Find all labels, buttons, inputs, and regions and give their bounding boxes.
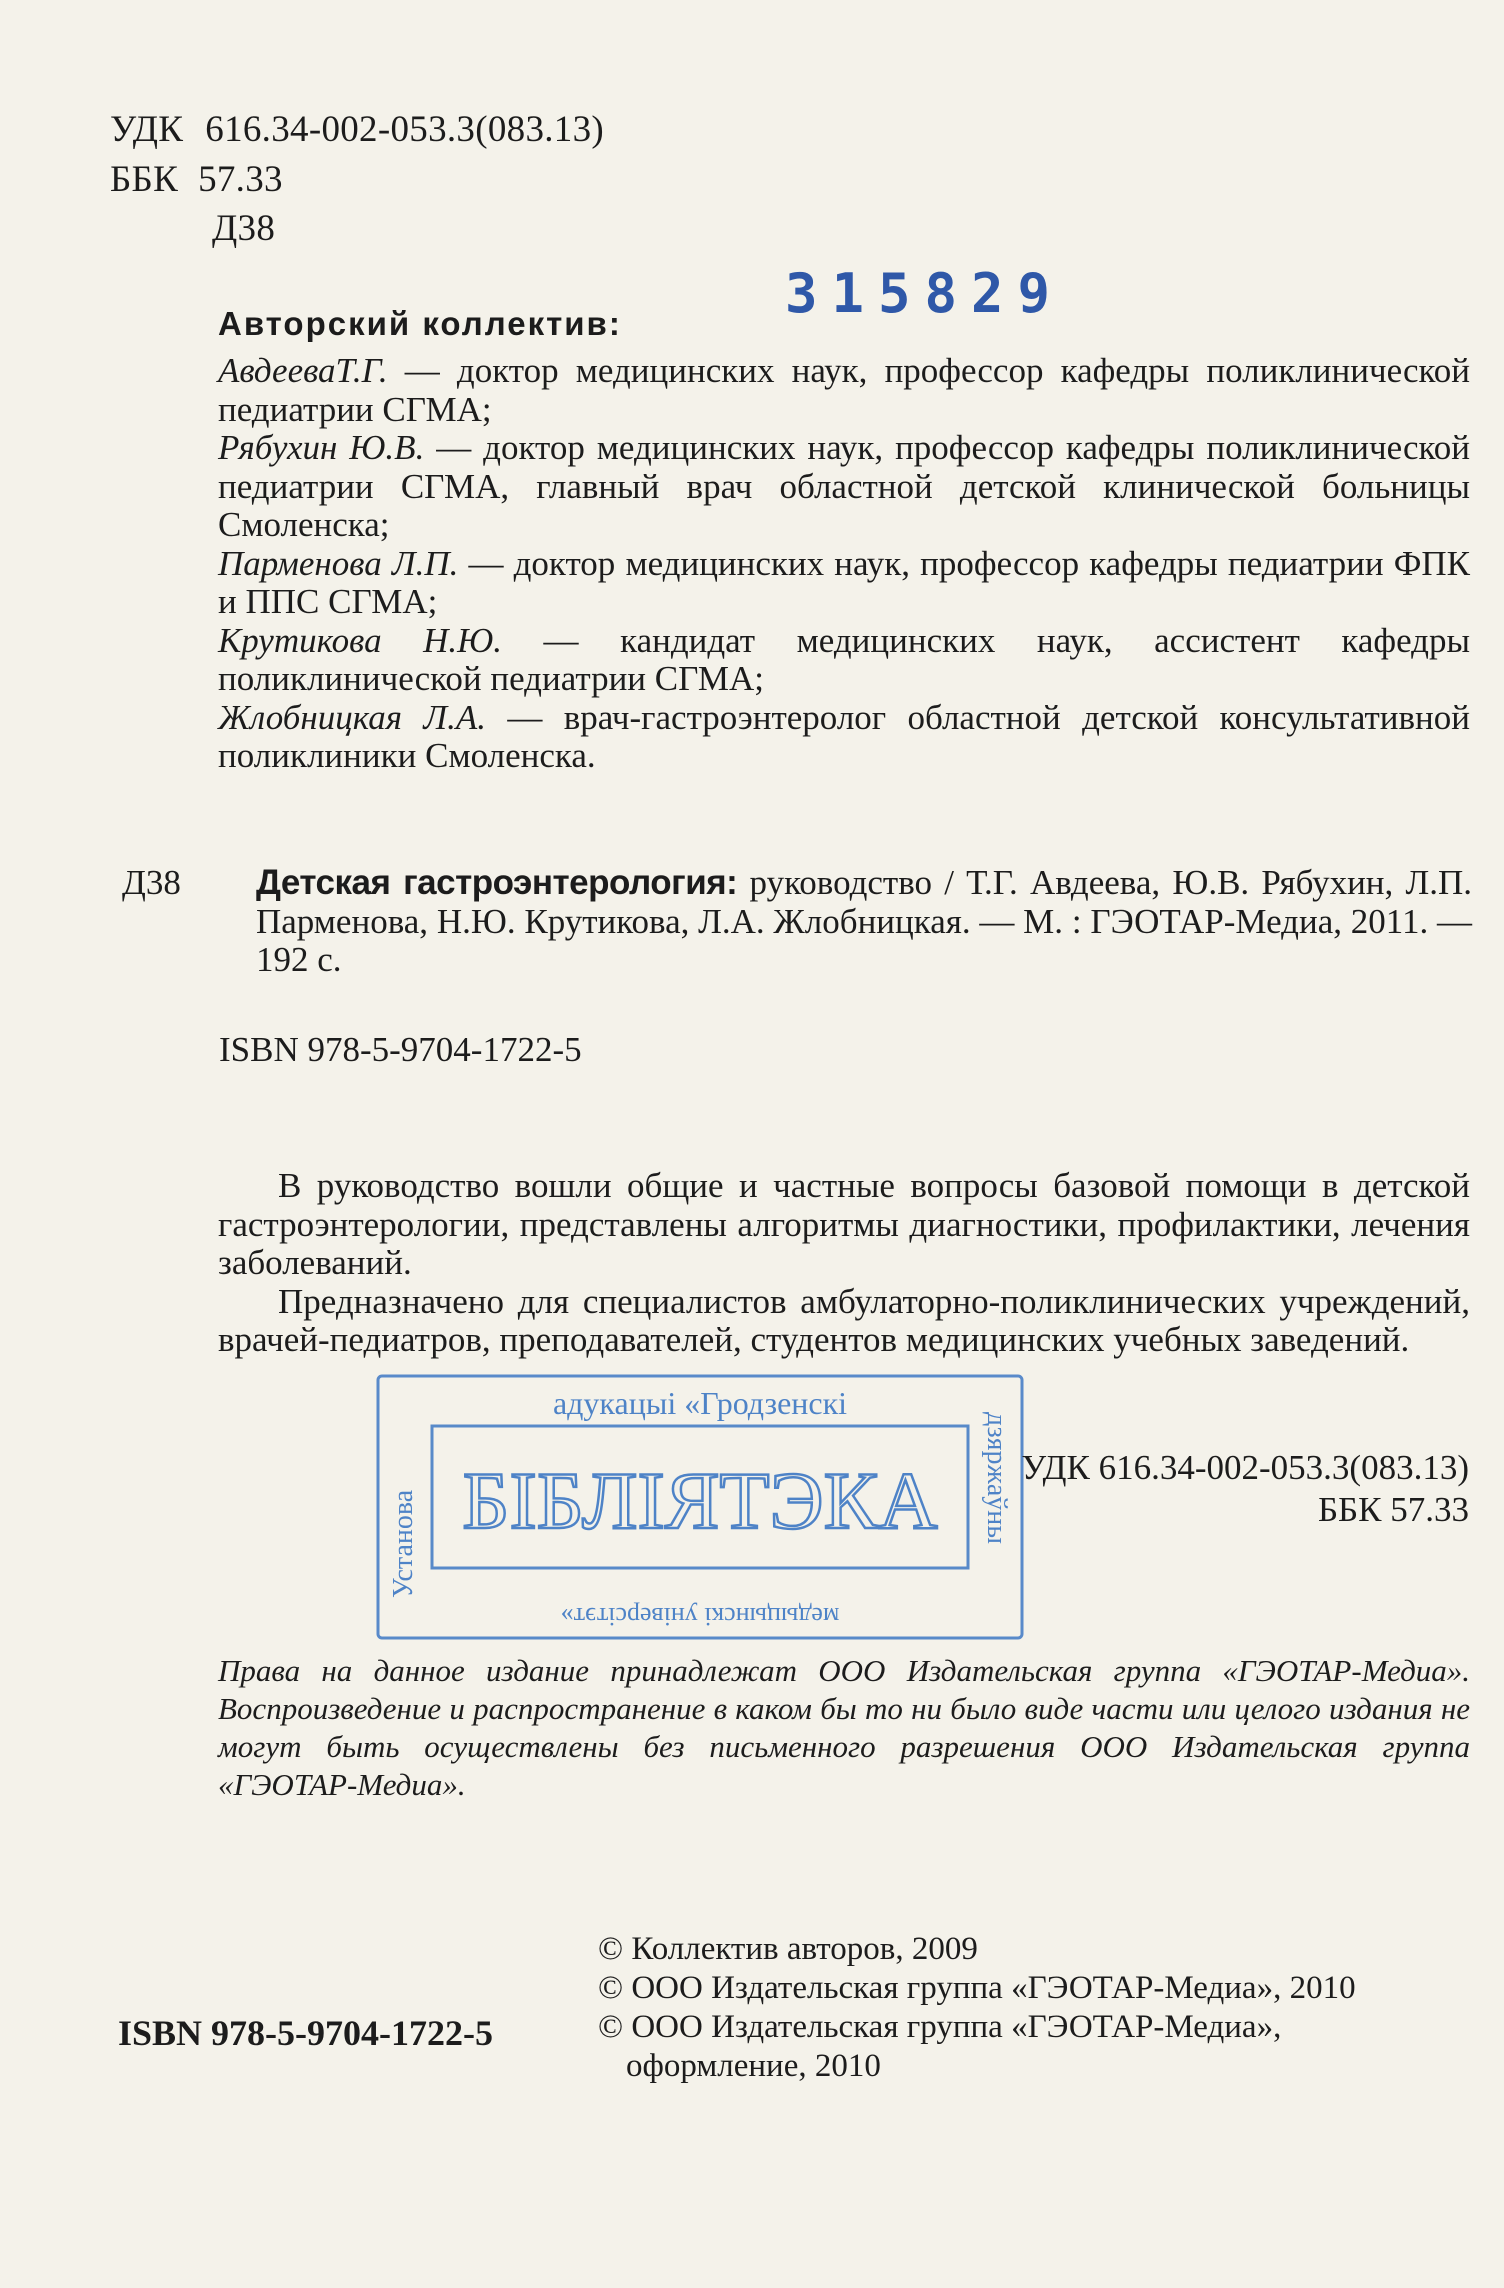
authors-list bbox=[218, 352, 1470, 776]
author-entry bbox=[218, 545, 1470, 622]
bbk-label: ББК bbox=[110, 159, 179, 200]
copyright-line: © ООО Издательская группа «ГЭОТАР-Медиа», bbox=[598, 2009, 1282, 2045]
inventory-number-stamp: 315829 bbox=[785, 262, 1065, 325]
author-entry bbox=[218, 699, 1470, 776]
stamp-top-text: адукацыі «Гродзенскі bbox=[552, 1385, 848, 1421]
author-name: Крутикова Н.Ю. bbox=[218, 620, 503, 660]
bbk-value: 57.33 bbox=[198, 159, 283, 200]
stamp-left-text: Установа bbox=[388, 1489, 419, 1598]
bbk-line bbox=[110, 158, 283, 201]
copyright-line: © Коллектив авторов, 2009 bbox=[598, 1931, 978, 1967]
biblio-code: Д38 bbox=[122, 863, 181, 902]
copyright-line: © ООО Издательская группа «ГЭОТАР-Медиа», 2010 bbox=[598, 1970, 1356, 2006]
biblio-body bbox=[256, 864, 1472, 980]
stamp-right-text: дзяржаўны bbox=[981, 1412, 1012, 1545]
author-description: — доктор медицинских наук, профессор кафедры поликлинической педиатрии СГМА; bbox=[218, 351, 1470, 429]
stamp-bottom-text: медыцынскі універсітэт» bbox=[560, 1602, 840, 1631]
bbk-right: ББК 57.33 bbox=[1317, 1490, 1469, 1529]
author-name: Рябухин Ю.В. bbox=[218, 428, 425, 467]
abstract bbox=[218, 1167, 1470, 1360]
author-entry bbox=[218, 352, 1470, 429]
abstract-paragraph: В руководство вошли общие и частные вопросы базовой помощи в детской гастроэнтерологии, представлены алгоритмы диагностики, профилактики, лечения заболеваний. bbox=[218, 1166, 1470, 1282]
author-name: Парменова Л.П. bbox=[218, 543, 459, 583]
author-description: — доктор медицинских наук, профессор кафедры поликлинической педиатрии СГМА, главный врач областной детской клинической больницы Смоленска; bbox=[218, 428, 1470, 544]
biblio-details: руководство / Т.Г. Авдеева, Ю.В. Рябухин, Л.П. Парменова, Н.Ю. Крутикова, Л.А. Жлобницкая. — М. : ГЭОТАР-Медиа, 2011. — 192 с. bbox=[256, 863, 1472, 979]
author-description: — врач-гастроэнтеролог областной детской консультативной поликлиники Смоленска. bbox=[218, 697, 1471, 775]
copyright-line: оформление, 2010 bbox=[626, 2048, 881, 2084]
abstract-paragraph: Предназначено для специалистов амбулаторно-поликлинических учреждений, врачей-педиатров, преподавателей, студентов медицинских учебных заведений. bbox=[218, 1281, 1470, 1359]
rights-notice: Права на данное издание принадлежат ООО Издательская группа «ГЭОТАР-Медиа». Воспроизведение и распространение в каком бы то ни было виде части или целого издания не могут быть осуществлены без письменного разрешения ООО Издательская группа «ГЭОТАР-Медиа». bbox=[218, 1653, 1470, 1802]
author-entry bbox=[218, 622, 1470, 699]
udk-label: УДК bbox=[110, 109, 184, 150]
author-name: АвдееваТ.Г. bbox=[218, 351, 388, 390]
udk-right: УДК 616.34-002-053.3(083.13) bbox=[1021, 1448, 1469, 1487]
library-stamp bbox=[370, 1368, 1030, 1648]
book-title: Детская гастроэнтерология: bbox=[256, 863, 738, 902]
stamp-main-text: БІБЛІЯТЭКА bbox=[462, 1455, 938, 1546]
isbn-line: ISBN 978-5-9704-1722-5 bbox=[219, 1030, 582, 1069]
author-description: — кандидат медицинских наук, ассистент кафедры поликлинической педиатрии СГМА; bbox=[218, 620, 1470, 698]
author-description: — доктор медицинских наук, профессор кафедры педиатрии ФПК и ППС СГМА; bbox=[218, 543, 1470, 621]
bibliographic-record bbox=[122, 864, 1472, 980]
authors-heading: Авторский коллектив: bbox=[218, 305, 622, 342]
author-mark: Д38 bbox=[212, 208, 276, 249]
author-name: Жлобницкая Л.А. bbox=[218, 697, 486, 737]
isbn-bottom: ISBN 978-5-9704-1722-5 bbox=[118, 2013, 493, 2053]
udk-line bbox=[110, 108, 604, 151]
udk-value: 616.34-002-053.3(083.13) bbox=[205, 109, 605, 150]
udk-bbk-right bbox=[1021, 1447, 1469, 1531]
copyright-block bbox=[598, 1930, 1356, 2086]
author-entry bbox=[218, 429, 1470, 545]
